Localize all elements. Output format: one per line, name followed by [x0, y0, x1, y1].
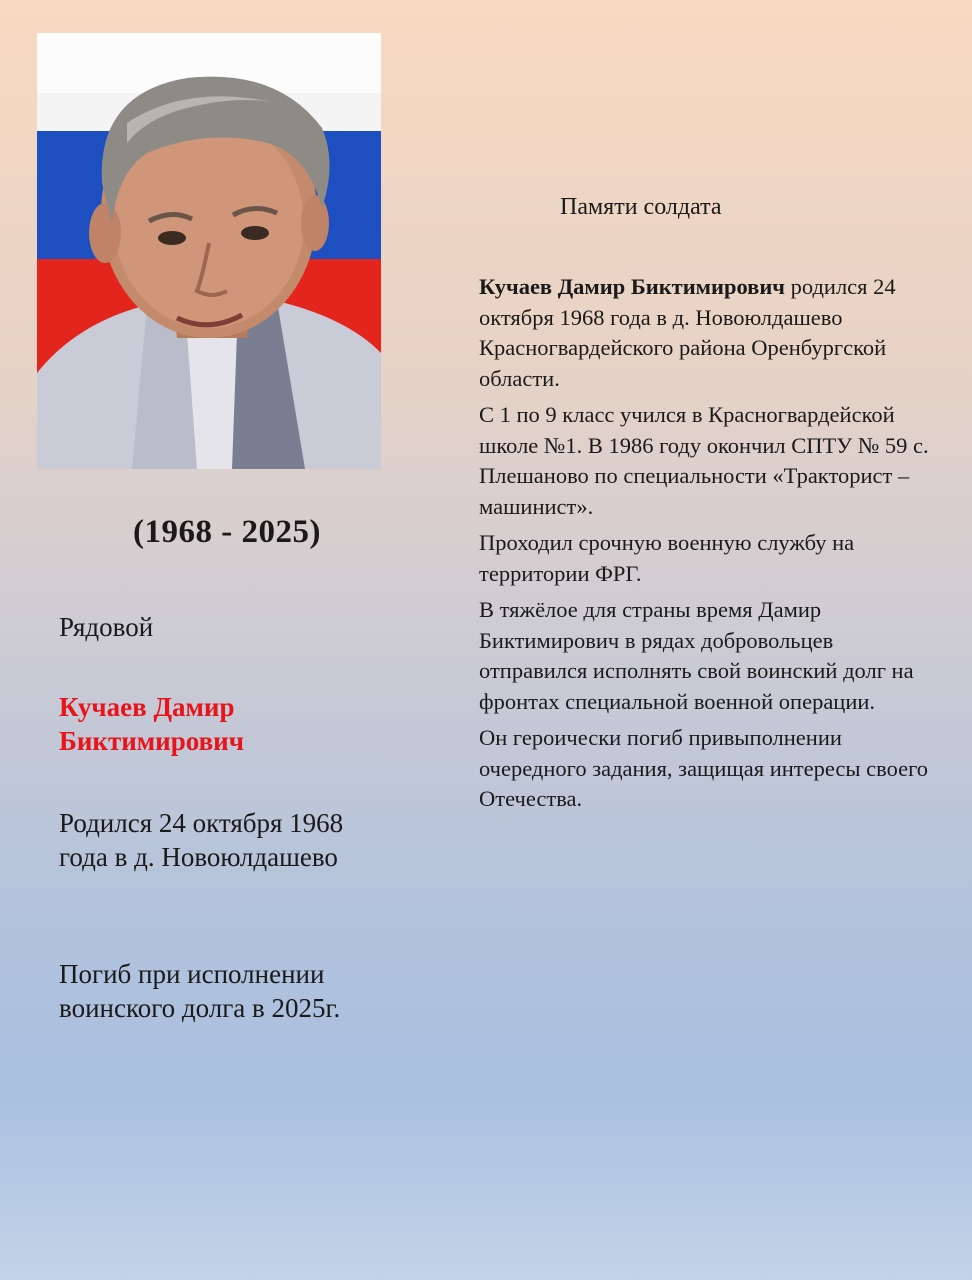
portrait-with-flag-icon — [37, 33, 381, 469]
portrait-photo — [37, 33, 381, 469]
bio-name-bold: Кучаев Дамир Биктимирович — [479, 274, 785, 299]
military-rank: Рядовой — [59, 612, 154, 642]
bio-paragraph-3: Проходил срочную военную службу на территории ФРГ. — [479, 530, 855, 586]
bio-paragraph-5: Он героически погиб привыполнении очередного задания, защищая интересы своего Отечества. — [479, 725, 929, 811]
bio-paragraph-4: В тяжёлое для страны время Дамир Биктимирович в рядах добровольцев отправился исполнять свой воинский долг на фронтах специальной военной операции. — [479, 597, 914, 714]
death-info: Погиб при исполнении воинского долга в 2025г. — [59, 959, 341, 1023]
bio-birth-text: родился 24 октября 1968 года в д. Новоюлдашево Красногвардейского района Оренбургской области. — [479, 274, 896, 391]
life-years: (1968 - 2025) — [133, 514, 321, 550]
memory-title: Памяти солдата — [560, 194, 722, 220]
bio-paragraph-2: С 1 по 9 класс учился в Красногвардейской школе №1. В 1986 году окончил СПТУ № 59 с. Плешаново по специальности «Тракторист – машинист». — [479, 402, 929, 519]
bio-paragraph-1 — [479, 272, 939, 394]
birth-info: Родился 24 октября 1968 года в д. Новоюлдашево — [59, 808, 344, 872]
soldier-name: Кучаев Дамир Биктимирович — [59, 692, 244, 756]
biography — [479, 272, 939, 821]
